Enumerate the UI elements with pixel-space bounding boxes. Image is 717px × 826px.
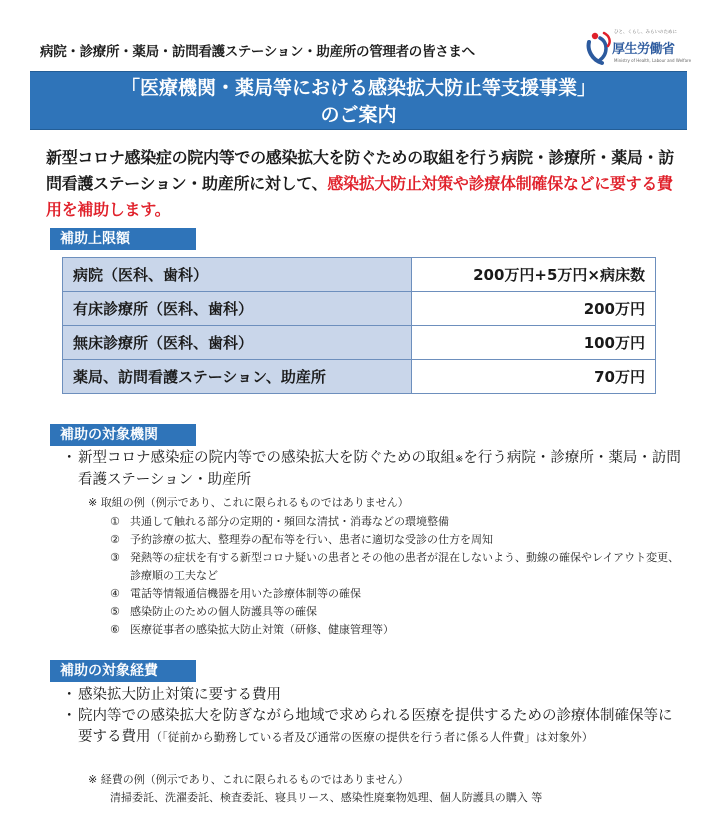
bullet-marker: ・ — [62, 687, 77, 703]
list-item — [110, 621, 690, 639]
item-text: 発熱等の症状を有する新型コロナ疑いの患者とその他の患者が混在しないよう、動線の確保やレイアウト変更、診療順の工夫など — [130, 551, 680, 582]
row-value: 100万円 — [412, 326, 656, 360]
expenses-examples-note: ※ 経費の例（例示であり、これに限られるものではありません） — [88, 773, 409, 786]
targets-bullet-list — [62, 448, 682, 491]
addressee-line: 病院・診療所・薬局・訪問看護ステーション・助産所の管理者の皆さまへ — [40, 44, 475, 60]
item-number: ④ — [110, 587, 120, 600]
item-number: ⑤ — [110, 605, 120, 618]
list-item — [62, 448, 682, 491]
list-item — [110, 549, 690, 585]
title-line-1: 「医療機関・薬局等における感染拡大防止等支援事業」 — [120, 77, 596, 99]
list-item — [110, 585, 690, 603]
limits-table — [62, 257, 656, 394]
targets-examples-list — [110, 513, 690, 639]
bullet-marker: ・ — [62, 450, 77, 466]
limits-heading: 補助上限額 — [50, 228, 196, 250]
logo-english: Ministry of Health, Labour and Welfare — [614, 58, 692, 63]
logo-text: 厚生労働省 — [612, 42, 675, 57]
bullet-note-mark: ※ — [455, 454, 464, 465]
intro-highlight: 感染拡大防止対策や診療体制確保などに要する費用を補助します。 — [46, 174, 673, 219]
list-item — [110, 513, 690, 531]
table-row — [63, 326, 656, 360]
bullet-small-note: （「従前から勤務している者及び通常の医療の提供を行う者に係る人件費」は対象外） — [150, 730, 594, 744]
logo-subtitle: ひと、くらし、みらいのために — [614, 30, 677, 35]
table-row — [63, 360, 656, 394]
mhlw-emblem-icon — [586, 30, 612, 66]
title-banner — [30, 71, 687, 130]
item-number: ⑥ — [110, 623, 120, 636]
table-row — [63, 258, 656, 292]
bullet-marker: ・ — [62, 708, 77, 724]
item-number: ② — [110, 533, 120, 546]
item-text: 予約診療の拡大、整理券の配布等を行い、患者に適切な受診の仕方を周知 — [130, 533, 493, 546]
title-line-2: のご案内 — [320, 104, 397, 126]
intro-paragraph — [46, 145, 686, 223]
item-text: 医療従事者の感染拡大防止対策（研修、健康管理等） — [130, 623, 394, 636]
item-number: ③ — [110, 551, 120, 564]
list-item — [110, 603, 690, 621]
expenses-heading: 補助の対象経費 — [50, 660, 196, 682]
mhlw-logo — [586, 28, 696, 68]
bullet-text: 感染拡大防止対策に要する費用 — [78, 687, 281, 703]
row-value: 70万円 — [412, 360, 656, 394]
intro-text: 新型コロナ感染症の院内等での感染拡大を防ぐための取組を行う病院・診療所・薬局・訪問看護ステーション・助産所に対して、 — [46, 148, 675, 193]
list-item — [62, 706, 682, 748]
table-row — [63, 292, 656, 326]
expenses-examples-text: 清掃委託、洗濯委託、検査委託、寝具リース、感染性廃棄物処理、個人防護具の購入 等 — [110, 791, 543, 804]
expenses-bullet-list — [62, 685, 682, 748]
list-item — [62, 685, 682, 706]
list-item — [110, 531, 690, 549]
row-label: 有床診療所（医科、歯科） — [63, 292, 412, 326]
item-number: ① — [110, 515, 120, 528]
bullet-text-b: を行う病院・診療所・薬局・訪問看護ステーション・助産所 — [78, 450, 681, 488]
item-text: 電話等情報通信機器を用いた診療体制等の確保 — [130, 587, 361, 600]
item-text: 感染防止のための個人防護具等の確保 — [130, 605, 317, 618]
row-label: 薬局、訪問看護ステーション、助産所 — [63, 360, 412, 394]
targets-heading: 補助の対象機関 — [50, 424, 196, 446]
bullet-text: 院内等での感染拡大を防ぎながら地域で求められる医療を提供するための診療体制確保等に要する費用 — [78, 708, 673, 745]
row-label: 病院（医科、歯科） — [63, 258, 412, 292]
item-text: 共通して触れる部分の定期的・頻回な清拭・消毒などの環境整備 — [130, 515, 449, 528]
row-label: 無床診療所（医科、歯科） — [63, 326, 412, 360]
row-value: 200万円+5万円×病床数 — [412, 258, 656, 292]
row-value: 200万円 — [412, 292, 656, 326]
targets-examples-note: ※ 取組の例（例示であり、これに限られるものではありません） — [88, 496, 409, 509]
bullet-text-a: 新型コロナ感染症の院内等での感染拡大を防ぐための取組 — [78, 450, 455, 466]
